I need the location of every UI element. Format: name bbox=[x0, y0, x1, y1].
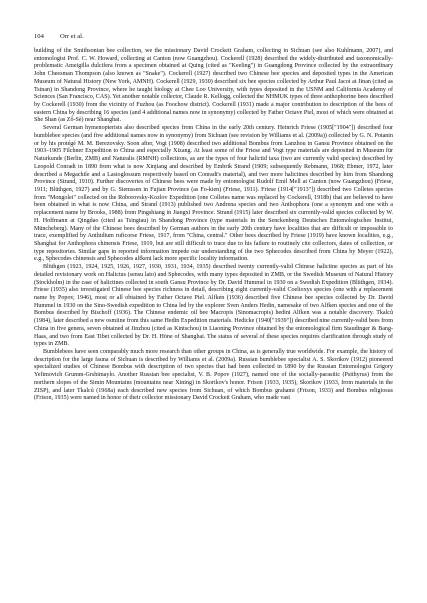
paragraph-1: building of the Smithsonian bee collection, we the missionary David Crockett Graham, collecting in Sichuan (see also Kuhlmann, 2007), and entomologist Prof. C. W. Howard, collecting at Canton (now Guangzhou). Cockerell (1928) described the widely-distributed and taxonomically-problematic Ameigilla dulcifera from a specimen obtained at Quing (cited as "Keeling") in Guangdong Province collected by the extraordinary John Cheesman Thompson (also known as "Snake"). Cockerell (1927) described two Chinese bee species and deposited types in the American Museum of Natural History (New York, AMNH). Cockerell (1929, 1930) described six bee species collected by Arthur Paul Jacot at Jinan (cited as Tsinan) in Shandong Province, where he taught biology at Chee Loo University, with types deposited in the USNM and California Academy of Sciences (San Francisco, CAS). Yet another notable collector, Claude R. Kellogg, collected the NHMUK types of three anthophorine bees described by Cockerell (1930) from the vicinity of Fuzhou (as Foochow district). Cockerell (1931) made a major contribution to description of the bees of eastern China by describing 16 species (and 4 additional names now in synonymy) collected by Father Octave Piel, most of which were obtained at She Shan (as Zô-Sè) near Shanghai. bbox=[34, 48, 393, 124]
body-text bbox=[34, 48, 393, 403]
paragraph-4: Bumblebees have seen comparably much more research than other groups in China, as is generally true worldwide. For example, the history of description for the large fauna of Sichuan is described by Williams et al. (2009a). Russian bumblebee specialist A. S. Skorikov (1912) pioneered specialized studies of Chinese Bombus with description of two species that had been collected in 1890 by the Russian Entomologist Grigory Yefimovich Grumm-Grshimaylo. Another Russian bee specialist, V. B. Popov (1927), named one of the socially-parasitic (Psithyrus) from the northern slopes of the Simin Mountains (mountains near Xining) in Skorikov's honor. Frison (1933, 1935), Skorikov (1933, from materials in the ZISP), and later Tkalců (1968a) each described new species from Sichuan, of which Bombus grahami (Frison, 1933) and Bombus religiosus (Frison, 1935) were named in honor of their collector missionary David Crockett Graham, who made vast bbox=[34, 349, 393, 402]
page-number: 104 bbox=[34, 33, 44, 40]
paragraph-2: Several German hymenopterists also described species from China in the early 20th century. Heinrich Friese (1905["1904"]) described four bumblebee species (and five additional names now in synonymy) from Sichuan (see revision by Williams et al. (2009a)) collected by G. N. Potanin or by his protégé M. M. Berezovsky. Soon after, Vogt (1908) described two additional Bombus from Lanzhou in Gansu Province obtained on the 1903–1905 Filchner Expedition to China and especially Xizang. At least some of the Friese and Vogt type materials are deposited in Museum für Naturkunde (Berlin, ZMB) and Naturalis (RMNH) collections, as are the types of four halictid taxa (two are currently valid species) described by Leopold Conradt in 1890 from what is now Xinjiang and described by Embrik Strand (1909; subsequently Rebmann, 1968; Ebmer, 1972, later described a Megachile and a Lasioglossum respectively based on Conradt's material), and two more halictines described by him from Shandong Province (Strand, 1910). Further discoveries of Chinese bees were made by entomologist Rudolf Emil Mell at Canton (now Guangzhou) (Friese, 1911; Blüthgen, 1927) and by G. Siemssen in Fujian Province (as Fo-kien) (Friese, 1911). Friese (1914["1913"]) described two Colletes species from "Mongolei" collected on the Roborovsky-Kozlov Expedition (one Colletes name was replaced by Cockerell, 1918b) that are believed to have been obtained in what is now China, and Strand (1913) published two Andrena species and two Anthophora (one a synonym and one with a replacement name by Brooks, 1988) from Pingshiang in Jiangxi Province. Strand (1915) later described six currently-valid species collected by W. H. Hoffmann at Qingdao (cited as Tsingtau) in Shandong Province (type materials in the Senckenberg Deutsches Entomologisches Institut, Müncheberg). Many of the Chinese bees described by German authors in the early 20th century have localities that are difficult or impossible to trace, exemplified by Anthidium ruficorse Friese, 1917, from "China, central." Other bees described by Friese (1919) have known localities, e.g., Shanghai for Anthophora chinensis Friese, 1919, but are still difficult to trace due to his failure to routinely cite collectors, dates of collection, or type repositories. Similar gaps in reported information impede our understanding of the two Sphecodes described from China by Meyer (1922), e.g., Sphecodes chinensis and Sphecodes alfkeni lack more specific locality information. bbox=[34, 125, 393, 263]
paragraph-3: Blüthgen (1923, 1924, 1925, 1926, 1927, 1930, 1931, 1934, 1935) described twenty currently-valid Chinese halictine species as part of his detailed revisionary work on Halictus (sensu lato) and Sphecodes, with many types deposited in ZMB, or the Swedish Museum of Natural History (Stockholm) in the case of halictines collected in south Gansu Province by Dr. David Hummel in 1930 on a Swedish Expedition (Blüthgen, 1934). Friese (1935) also investigated Chinese bee species richness in detail, describing eight currently-valid Coelioxys species (one with a replacement name by Popov, 1946), most or all obtained by Father Octave Piel. Alfken (1936) described five Chinese bee species collected by Dr. David Hummel in 1930 on the Sino-Swedish expedition to China led by the explorer Sven Anders Hedin, namesake of two Alfken species and one of the Bombus described by Bischoff (1936). The Chinese endemic oil bee Macropis (Sinomacropis) hedini Alfken was a notable discovery. Tkalců (1984), later described a new osmiine from this same Hedin Expedition materials. Hedicke (1940["1939"]) described nine currently-valid bees from China in five genera, seven obtained at Jinzhou (cited as Kintschou) in Liaoning Province obtained by the entomological firm Staudinger & Bang-Haas, and two from East Tibet collected by Dr. H. Höne of Shanghai. The status of several of these species requires clarification through study of types in ZMB. bbox=[34, 264, 393, 348]
running-head-authors: Orr et al. bbox=[60, 33, 84, 40]
running-head bbox=[34, 32, 394, 42]
